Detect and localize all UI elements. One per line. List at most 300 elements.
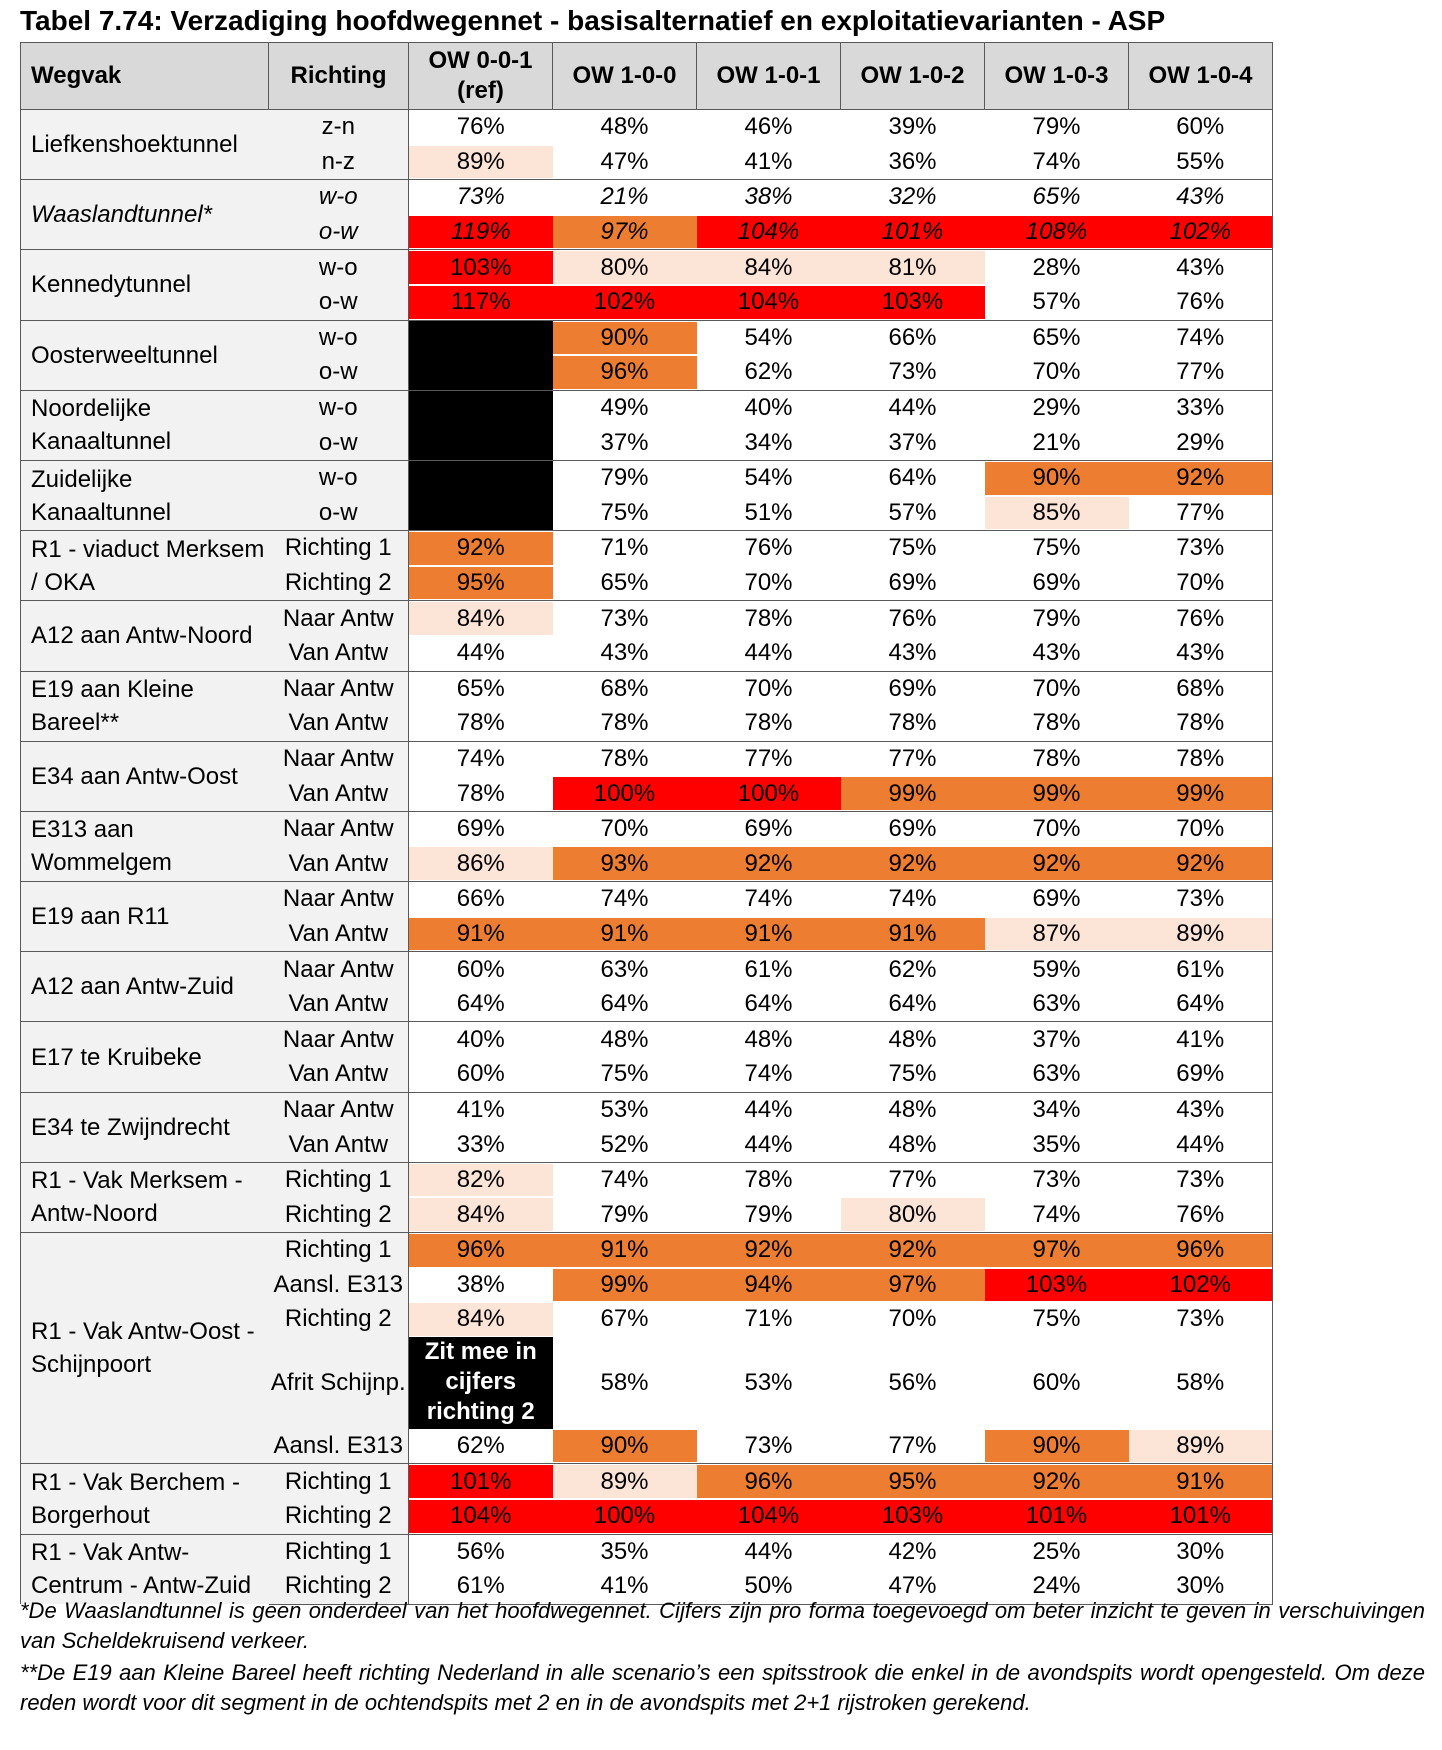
value-cell	[553, 1233, 697, 1268]
richting-cell: Richting 2	[269, 1499, 409, 1534]
value-text: 34%	[744, 428, 793, 456]
value-cell	[1129, 1162, 1273, 1197]
wegvak-name: A12 aan Antw-Zuid	[21, 952, 269, 1022]
value-text: 41%	[456, 1095, 505, 1123]
value-cell	[697, 1022, 841, 1057]
value-text: 76%	[456, 113, 505, 141]
table-row	[21, 601, 1273, 636]
value-text: 93%	[600, 849, 649, 877]
value-text: 64%	[888, 990, 937, 1018]
richting-cell: Van Antw	[269, 706, 409, 741]
value-cell	[553, 566, 697, 601]
value-cell	[409, 1162, 553, 1197]
value-cell	[985, 320, 1129, 355]
value-text: 37%	[1032, 1025, 1081, 1053]
value-text: 38%	[456, 1270, 505, 1298]
value-text: 75%	[888, 1060, 937, 1088]
value-text: 71%	[600, 534, 649, 562]
value-cell	[409, 1268, 553, 1303]
value-text: 54%	[744, 464, 793, 492]
wegvak-name: E34 aan Antw-Oost	[21, 741, 269, 811]
value-cell	[697, 1127, 841, 1162]
value-text: 73%	[1032, 1166, 1081, 1194]
value-text: 75%	[600, 1060, 649, 1088]
value-cell	[985, 1499, 1129, 1534]
value-text: 60%	[456, 955, 505, 983]
table-row	[21, 1534, 1273, 1569]
value-text: 90%	[1032, 464, 1081, 492]
value-text: 91%	[888, 919, 937, 947]
value-cell	[409, 1499, 553, 1534]
value-text: 97%	[600, 218, 649, 246]
value-cell	[409, 250, 553, 285]
richting-cell: w-o	[269, 460, 409, 495]
value-text: 74%	[888, 885, 937, 913]
value-text: 36%	[888, 147, 937, 175]
wegvak-name: R1 - Vak Berchem - Borgerhout	[21, 1464, 269, 1534]
value-text: 59%	[1032, 955, 1081, 983]
value-text: 54%	[744, 323, 793, 351]
value-text: 74%	[456, 744, 505, 772]
value-text: 60%	[1032, 1368, 1081, 1396]
value-cell	[985, 1092, 1129, 1127]
value-text: 102%	[593, 288, 656, 316]
value-text: 44%	[1176, 1130, 1225, 1158]
value-cell	[841, 601, 985, 636]
table-row	[21, 460, 1273, 495]
value-text: 70%	[1032, 815, 1081, 843]
value-text: 46%	[744, 113, 793, 141]
value-cell	[553, 285, 697, 320]
value-cell	[985, 1127, 1129, 1162]
value-text: 104%	[737, 288, 800, 316]
value-text: 77%	[888, 744, 937, 772]
value-text: 92%	[1176, 464, 1225, 492]
value-text: 108%	[1025, 218, 1088, 246]
richting-cell: Aansl. E313	[269, 1429, 409, 1464]
value-cell	[1129, 601, 1273, 636]
footnote-kleine-bareel: **De E19 aan Kleine Bareel heeft richting Nederland in alle scenario’s een spitsstrook die enkel in de avondspits wordt opengesteld. Om deze reden wordt voor dit segment in de ochtendspits met 2 en in de avondspits met 2+1 rijstroken gerekend.	[20, 1660, 1425, 1715]
value-cell	[697, 1233, 841, 1268]
value-cell	[553, 460, 697, 495]
value-cell	[985, 776, 1129, 811]
value-cell	[697, 776, 841, 811]
value-cell	[1129, 1197, 1273, 1232]
wegvak-name: E19 aan R11	[21, 882, 269, 952]
value-cell	[553, 1337, 697, 1429]
richting-cell: Naar Antw	[269, 1022, 409, 1057]
value-text: 43%	[888, 639, 937, 667]
value-text: 61%	[1176, 955, 1225, 983]
value-text: 37%	[888, 428, 937, 456]
value-text: 65%	[600, 569, 649, 597]
value-cell	[697, 285, 841, 320]
value-cell	[409, 706, 553, 741]
value-text: 78%	[600, 709, 649, 737]
value-cell	[985, 917, 1129, 952]
value-cell	[985, 1233, 1129, 1268]
value-text: 78%	[1176, 709, 1225, 737]
value-text: 84%	[456, 1305, 505, 1333]
table-row	[21, 250, 1273, 285]
value-cell	[553, 1268, 697, 1303]
value-cell	[985, 1268, 1129, 1303]
value-cell	[985, 531, 1129, 566]
value-text: 92%	[888, 849, 937, 877]
wegvak-name: R1 - Vak Antw-Centrum - Antw-Zuid	[21, 1534, 269, 1604]
richting-cell: Van Antw	[269, 636, 409, 671]
value-cell	[697, 1302, 841, 1337]
value-cell	[697, 1499, 841, 1534]
value-cell	[985, 671, 1129, 706]
value-cell	[841, 110, 985, 145]
value-cell	[553, 776, 697, 811]
richting-cell: Van Antw	[269, 917, 409, 952]
value-text: 92%	[1032, 1467, 1081, 1495]
value-text: 63%	[1032, 1060, 1081, 1088]
richting-cell: o-w	[269, 215, 409, 250]
value-cell	[553, 741, 697, 776]
value-cell	[697, 1057, 841, 1092]
value-text: 69%	[744, 815, 793, 843]
value-text: 48%	[888, 1025, 937, 1053]
value-cell	[985, 180, 1129, 215]
value-text: 70%	[1032, 358, 1081, 386]
value-cell	[553, 1127, 697, 1162]
value-text: 73%	[1176, 1305, 1225, 1333]
value-text: 44%	[744, 639, 793, 667]
value-cell	[553, 1022, 697, 1057]
value-text: 74%	[600, 885, 649, 913]
value-text: 78%	[456, 709, 505, 737]
value-text: 48%	[600, 113, 649, 141]
value-cell	[985, 1057, 1129, 1092]
value-text: 100%	[593, 1502, 656, 1530]
value-text: 41%	[600, 1572, 649, 1600]
value-cell	[985, 741, 1129, 776]
value-text: 73%	[1176, 885, 1225, 913]
value-text: 103%	[1025, 1270, 1088, 1298]
value-text: 29%	[1032, 394, 1081, 422]
value-cell	[841, 776, 985, 811]
table-row	[21, 671, 1273, 706]
wegvak-name: E19 aan Kleine Bareel**	[21, 671, 269, 741]
value-text: 92%	[1176, 849, 1225, 877]
value-cell	[841, 1464, 985, 1499]
value-text: 102%	[1169, 1270, 1231, 1298]
value-cell	[697, 531, 841, 566]
value-cell	[985, 1534, 1129, 1569]
value-cell	[553, 1197, 697, 1232]
value-text: 89%	[456, 147, 505, 175]
value-text: 69%	[888, 569, 937, 597]
value-cell	[409, 846, 553, 881]
value-text: 68%	[600, 674, 649, 702]
richting-cell: Naar Antw	[269, 671, 409, 706]
table-title: Tabel 7.74: Verzadiging hoofdwegennet - basisalternatief en exploitatievarianten - ASP	[20, 5, 1166, 36]
value-cell	[409, 1429, 553, 1464]
value-text: 96%	[600, 358, 649, 386]
header-col: OW 1-0-2	[841, 43, 985, 110]
value-cell	[553, 811, 697, 846]
saturation-fill-black	[409, 425, 553, 460]
value-text: 67%	[600, 1305, 649, 1333]
value-text: 66%	[456, 885, 505, 913]
value-text: 47%	[888, 1572, 937, 1600]
value-cell	[1129, 636, 1273, 671]
richting-cell: Richting 1	[269, 1464, 409, 1499]
value-text: 51%	[744, 498, 793, 526]
value-text: 66%	[888, 323, 937, 351]
value-cell	[841, 285, 985, 320]
value-text: 70%	[1176, 815, 1225, 843]
table-row	[21, 952, 1273, 987]
value-cell	[697, 636, 841, 671]
value-text: 78%	[744, 604, 793, 632]
value-text: 96%	[744, 1467, 793, 1495]
value-text: 32%	[888, 183, 937, 211]
value-text: 64%	[744, 990, 793, 1018]
value-text: 99%	[888, 779, 937, 807]
richting-cell: Richting 2	[269, 1197, 409, 1232]
value-text: 69%	[888, 815, 937, 843]
value-cell	[841, 917, 985, 952]
footnote-waaslandtunnel: *De Waaslandtunnel is geen onderdeel van het hoofdwegennet. Cijfers zijn pro forma toegevoegd om beter inzicht te geven in verschuivingen van Scheldekruisend verkeer.	[20, 1598, 1425, 1653]
header-col: OW 1-0-3	[985, 43, 1129, 110]
value-text: 65%	[1032, 323, 1081, 351]
value-text: 77%	[744, 744, 793, 772]
value-text: 41%	[744, 147, 793, 175]
value-cell	[697, 215, 841, 250]
richting-cell: o-w	[269, 285, 409, 320]
value-cell	[697, 1429, 841, 1464]
value-text: 92%	[744, 849, 793, 877]
value-text: 95%	[456, 569, 505, 597]
value-text: 60%	[456, 1060, 505, 1088]
value-cell	[409, 1092, 553, 1127]
value-cell	[409, 180, 553, 215]
value-text: 75%	[1032, 1305, 1081, 1333]
value-text: 62%	[888, 955, 937, 983]
value-cell	[409, 811, 553, 846]
value-cell	[985, 811, 1129, 846]
value-cell	[1129, 846, 1273, 881]
value-text: 69%	[456, 815, 505, 843]
value-cell	[409, 496, 553, 531]
value-cell	[553, 846, 697, 881]
value-cell	[985, 601, 1129, 636]
value-text: 101%	[450, 1467, 512, 1495]
value-text: 53%	[600, 1095, 649, 1123]
value-cell	[553, 1534, 697, 1569]
richting-cell: Van Antw	[269, 776, 409, 811]
value-text: 74%	[1032, 1200, 1081, 1228]
richting-cell: Richting 2	[269, 1569, 409, 1604]
value-text: 91%	[600, 919, 649, 947]
richting-cell: w-o	[269, 180, 409, 215]
value-cell	[1129, 776, 1273, 811]
value-cell	[985, 1197, 1129, 1232]
value-cell	[409, 882, 553, 917]
value-cell	[985, 110, 1129, 145]
value-text: 65%	[1032, 183, 1081, 211]
value-cell	[553, 1092, 697, 1127]
value-text: 30%	[1176, 1572, 1225, 1600]
value-text: 84%	[456, 1200, 505, 1228]
value-text: 43%	[1032, 639, 1081, 667]
value-cell	[841, 1162, 985, 1197]
wegvak-name: Noordelijke Kanaaltunnel	[21, 390, 269, 460]
value-text: 43%	[600, 639, 649, 667]
value-cell	[553, 145, 697, 180]
value-cell	[409, 952, 553, 987]
wegvak-name: E34 te Zwijndrecht	[21, 1092, 269, 1162]
value-cell	[985, 145, 1129, 180]
wegvak-name: Kennedytunnel	[21, 250, 269, 320]
value-text: 75%	[888, 534, 937, 562]
value-cell	[1129, 1337, 1273, 1429]
value-cell	[1129, 250, 1273, 285]
value-cell	[985, 1429, 1129, 1464]
richting-cell: Naar Antw	[269, 952, 409, 987]
value-text: 79%	[744, 1200, 793, 1228]
value-cell	[409, 320, 553, 355]
saturation-fill-black	[409, 355, 553, 390]
value-cell	[841, 1534, 985, 1569]
value-cell	[985, 460, 1129, 495]
saturation-fill-black	[409, 496, 553, 531]
value-cell	[409, 1057, 553, 1092]
value-text: 73%	[600, 604, 649, 632]
value-text: Zit mee in cijfers richting 2	[424, 1337, 537, 1425]
value-cell	[841, 566, 985, 601]
wegvak-name: Waaslandtunnel*	[21, 180, 269, 250]
value-cell	[985, 566, 1129, 601]
header-richting: Richting	[269, 43, 409, 110]
value-text: 40%	[744, 394, 793, 422]
value-text: 77%	[1176, 498, 1225, 526]
value-cell	[409, 776, 553, 811]
table-body	[21, 110, 1273, 1605]
value-text: 64%	[1176, 990, 1225, 1018]
value-cell	[697, 496, 841, 531]
value-text: 101%	[1025, 1502, 1088, 1530]
value-text: 90%	[600, 1432, 649, 1460]
value-cell	[409, 1197, 553, 1232]
value-text: 50%	[744, 1572, 793, 1600]
value-cell	[697, 846, 841, 881]
saturation-fill-black	[409, 391, 553, 426]
value-cell	[841, 496, 985, 531]
value-cell	[409, 987, 553, 1022]
value-cell	[553, 1499, 697, 1534]
value-cell	[841, 215, 985, 250]
table-row	[21, 882, 1273, 917]
value-text: 71%	[744, 1305, 793, 1333]
value-cell	[985, 1302, 1129, 1337]
value-cell	[1129, 1499, 1273, 1534]
value-text: 102%	[1169, 218, 1231, 246]
value-cell	[697, 460, 841, 495]
value-text: 61%	[744, 955, 793, 983]
value-text: 73%	[456, 183, 505, 211]
value-text: 100%	[593, 779, 656, 807]
table-row	[21, 390, 1273, 425]
value-text: 104%	[737, 1502, 800, 1530]
richting-cell: w-o	[269, 390, 409, 425]
value-cell	[1129, 1233, 1273, 1268]
value-text: 70%	[600, 815, 649, 843]
value-cell	[1129, 1268, 1273, 1303]
value-cell	[1129, 1429, 1273, 1464]
value-text: 21%	[1032, 428, 1081, 456]
value-cell	[553, 110, 697, 145]
value-text: 44%	[744, 1130, 793, 1158]
value-cell	[553, 355, 697, 390]
value-cell	[1129, 671, 1273, 706]
value-text: 79%	[600, 464, 649, 492]
value-cell	[553, 917, 697, 952]
table-row	[21, 320, 1273, 355]
value-text: 63%	[1032, 990, 1081, 1018]
value-cell	[697, 917, 841, 952]
value-cell	[1129, 566, 1273, 601]
value-text: 78%	[744, 1166, 793, 1194]
value-cell	[409, 636, 553, 671]
value-text: 80%	[888, 1200, 937, 1228]
value-cell	[409, 1337, 553, 1429]
value-cell	[553, 882, 697, 917]
value-text: 74%	[600, 1166, 649, 1194]
value-text: 44%	[744, 1095, 793, 1123]
value-text: 57%	[1032, 288, 1081, 316]
value-cell	[697, 355, 841, 390]
value-text: 90%	[600, 323, 649, 351]
value-cell	[697, 671, 841, 706]
value-text: 75%	[1032, 534, 1081, 562]
value-text: 58%	[600, 1368, 649, 1396]
value-cell	[697, 110, 841, 145]
value-text: 77%	[1176, 358, 1225, 386]
value-cell	[841, 671, 985, 706]
value-text: 21%	[600, 183, 649, 211]
value-text: 78%	[888, 709, 937, 737]
value-text: 97%	[888, 1270, 937, 1298]
value-cell	[553, 1429, 697, 1464]
value-cell	[697, 1197, 841, 1232]
richting-cell: Van Antw	[269, 1127, 409, 1162]
value-text: 95%	[888, 1467, 937, 1495]
value-text: 89%	[1176, 919, 1225, 947]
value-cell	[841, 952, 985, 987]
value-text: 43%	[1176, 1095, 1225, 1123]
value-cell	[409, 917, 553, 952]
value-cell	[985, 1022, 1129, 1057]
value-text: 78%	[1032, 709, 1081, 737]
value-text: 38%	[744, 183, 793, 211]
value-text: 70%	[1032, 674, 1081, 702]
value-cell	[553, 1057, 697, 1092]
value-text: 85%	[1032, 498, 1081, 526]
value-text: 29%	[1176, 428, 1225, 456]
value-cell	[409, 425, 553, 460]
value-cell	[697, 601, 841, 636]
value-cell	[553, 250, 697, 285]
value-text: 99%	[1032, 779, 1081, 807]
richting-cell: Naar Antw	[269, 1092, 409, 1127]
value-text: 69%	[1032, 569, 1081, 597]
value-text: 75%	[600, 498, 649, 526]
